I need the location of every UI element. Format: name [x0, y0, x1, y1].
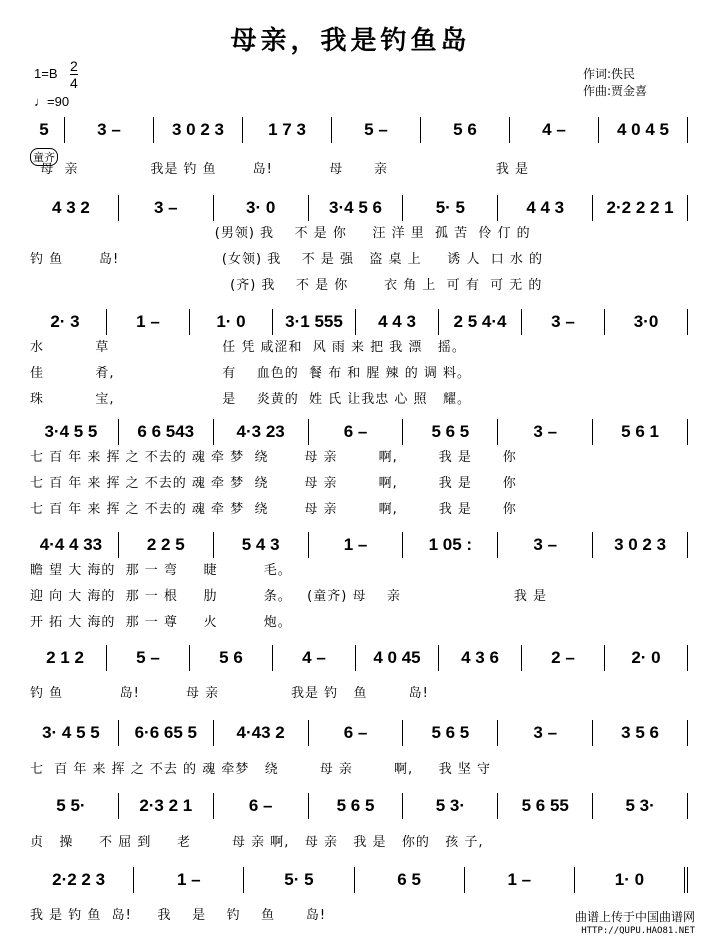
lyric-line: 水 草 任 凭 咸涩和 风 雨 来 把 我 漂 摇。 [30, 340, 466, 355]
measure: 1 – [465, 867, 575, 893]
measure: 2·2 2 3 [24, 867, 134, 893]
measure: 2· 3 [24, 309, 107, 335]
lyric-line: 迎 向 大 海的 那 一 根 肋 条。 (童齐) 母 亲 我 是 [30, 589, 548, 604]
meter-bottom: 4 [70, 75, 78, 91]
notation-system [24, 645, 688, 671]
measure: 4 – [273, 645, 356, 671]
measure: 5 6 5 [403, 419, 498, 445]
measure: 2·2 2 2 1 [593, 195, 688, 221]
measure: 4 4 3 [356, 309, 439, 335]
notation-system [24, 793, 688, 819]
lyric-line: (男领) 我 不 是 你 汪 洋 里 孤 苦 伶 仃 的 [30, 226, 531, 241]
measure: 4 4 3 [498, 195, 593, 221]
measure: 1 7 3 [243, 117, 332, 143]
lyricist: 作词:佚民 [583, 67, 636, 81]
measure: 4 3 2 [24, 195, 119, 221]
notation-system [24, 720, 688, 746]
measure: 5 – [332, 117, 421, 143]
lyric-line: 七 百 年 来 挥 之 不去的 魂 牵 梦 绕 母 亲 啊, 我 是 你 [30, 450, 517, 465]
lyric-line: 钓 鱼 岛! (女领) 我 不 是 强 盗 桌 上 诱 人 口 水 的 [30, 252, 543, 267]
measure: 5 6 5 [309, 793, 404, 819]
measure: 1· 0 [575, 867, 688, 893]
measure: 3 – [119, 195, 214, 221]
measure: 6 6 543 [119, 419, 214, 445]
lyric-line: 瞻 望 大 海的 那 一 弯 睫 毛。 [30, 563, 292, 578]
lyric-line: 七 百 年 来 挥 之 不去 的 魂 牵梦 绕 母 亲 啊, 我 坚 守 [30, 762, 492, 777]
footer-site: 曲谱上传于中国曲谱网 [574, 910, 695, 924]
measure: 2 5 4·4 [439, 309, 522, 335]
measure: 3 – [498, 720, 593, 746]
measure: 2 1 2 [24, 645, 107, 671]
measure: 4·4 4 33 [24, 532, 119, 558]
measure: 5 6 5 [403, 720, 498, 746]
measure: 3 – [65, 117, 154, 143]
lyric-line: 七 百 年 来 挥 之 不去的 魂 牵 梦 绕 母 亲 啊, 我 是 你 [30, 476, 517, 491]
measure: 3· 4 5 5 [24, 720, 119, 746]
measure: 3·1 555 [273, 309, 356, 335]
lyric-line: 钓 鱼 岛! 母 亲 我是 钓 鱼 岛! [30, 686, 429, 701]
measure: 3 – [522, 309, 605, 335]
voice-tag: 童齐 [30, 148, 58, 166]
measure: 2· 0 [605, 645, 688, 671]
lyric-line: (齐) 我 不 是 你 衣 角 上 可 有 可 无 的 [30, 278, 543, 293]
measure: 6 – [214, 793, 309, 819]
measure: 2 – [522, 645, 605, 671]
measure: 4 3 6 [439, 645, 522, 671]
measure: 5 3· [403, 793, 498, 819]
notation-system [24, 195, 688, 221]
measure: 6 – [309, 419, 404, 445]
notation-system [24, 309, 688, 335]
notation-system [24, 117, 688, 143]
measure: 3· 0 [214, 195, 309, 221]
notation-system [24, 867, 688, 893]
measure: 5 [24, 117, 65, 143]
lyric-line: 贞 操 不 屈 到 老 母 亲 啊, 母 亲 我 是 你的 孩 子, [30, 835, 484, 850]
lyric-line: 珠 宝, 是 炎黄的 姓 氏 让我忠 心 照 耀。 [30, 392, 471, 407]
measure: 3 0 2 3 [154, 117, 243, 143]
measure: 5· 5 [403, 195, 498, 221]
measure: 5· 5 [244, 867, 354, 893]
notation-system [24, 419, 688, 445]
meter-top: 2 [70, 58, 78, 74]
measure: 1 – [134, 867, 244, 893]
tempo-marking: ♩=90 [34, 94, 70, 109]
lyric-line: 母 亲 我是 钓 鱼 岛! 母 亲 我 是 [30, 162, 529, 177]
measure: 5 6 55 [498, 793, 593, 819]
measure: 5 6 [421, 117, 510, 143]
measure: 1 05 : [403, 532, 498, 558]
lyric-line: 我 是 钓 鱼 岛! 我 是 钓 鱼 岛! [30, 908, 327, 923]
measure: 6 5 [355, 867, 465, 893]
measure: 5 6 1 [593, 419, 688, 445]
measure: 6·6 65 5 [119, 720, 214, 746]
key-signature: 1=B [34, 66, 58, 81]
measure: 4 0 45 [356, 645, 439, 671]
lyric-line: 七 百 年 来 挥 之 不去的 魂 牵 梦 绕 母 亲 啊, 我 是 你 [30, 502, 517, 517]
composer: 作曲:贾金喜 [583, 84, 648, 98]
measure: 4 – [510, 117, 599, 143]
measure: 5 4 3 [214, 532, 309, 558]
measure: 1· 0 [190, 309, 273, 335]
measure: 3 0 2 3 [593, 532, 688, 558]
measure: 3·0 [605, 309, 688, 335]
measure: 5 3· [593, 793, 688, 819]
measure: 3 5 6 [593, 720, 688, 746]
notation-system [24, 532, 688, 558]
lyric-line: 佳 肴, 有 血色的 餐 布 和 腥 辣 的 调 料。 [30, 366, 471, 381]
measure: 4·3 23 [214, 419, 309, 445]
credits [583, 66, 647, 100]
measure: 1 – [107, 309, 190, 335]
measure: 2·3 2 1 [119, 793, 214, 819]
measure: 2 2 5 [119, 532, 214, 558]
measure: 4·43 2 [214, 720, 309, 746]
measure: 5 5· [24, 793, 119, 819]
time-signature [70, 58, 78, 91]
measure: 5 – [107, 645, 190, 671]
footer-url: HTTP://QUPU.HAO81.NET [581, 926, 695, 936]
footer-watermark [575, 910, 695, 938]
measure: 3 – [498, 419, 593, 445]
measure: 5 6 [190, 645, 273, 671]
measure: 1 – [309, 532, 404, 558]
measure: 4 0 4 5 [599, 117, 688, 143]
measure: 3·4 5 5 [24, 419, 119, 445]
measure: 3·4 5 6 [309, 195, 404, 221]
song-title: 母亲，我是钓鱼岛 [230, 26, 471, 56]
measure: 3 – [498, 532, 593, 558]
measure: 6 – [309, 720, 404, 746]
lyric-line: 开 拓 大 海的 那 一 尊 火 炮。 [30, 615, 292, 630]
